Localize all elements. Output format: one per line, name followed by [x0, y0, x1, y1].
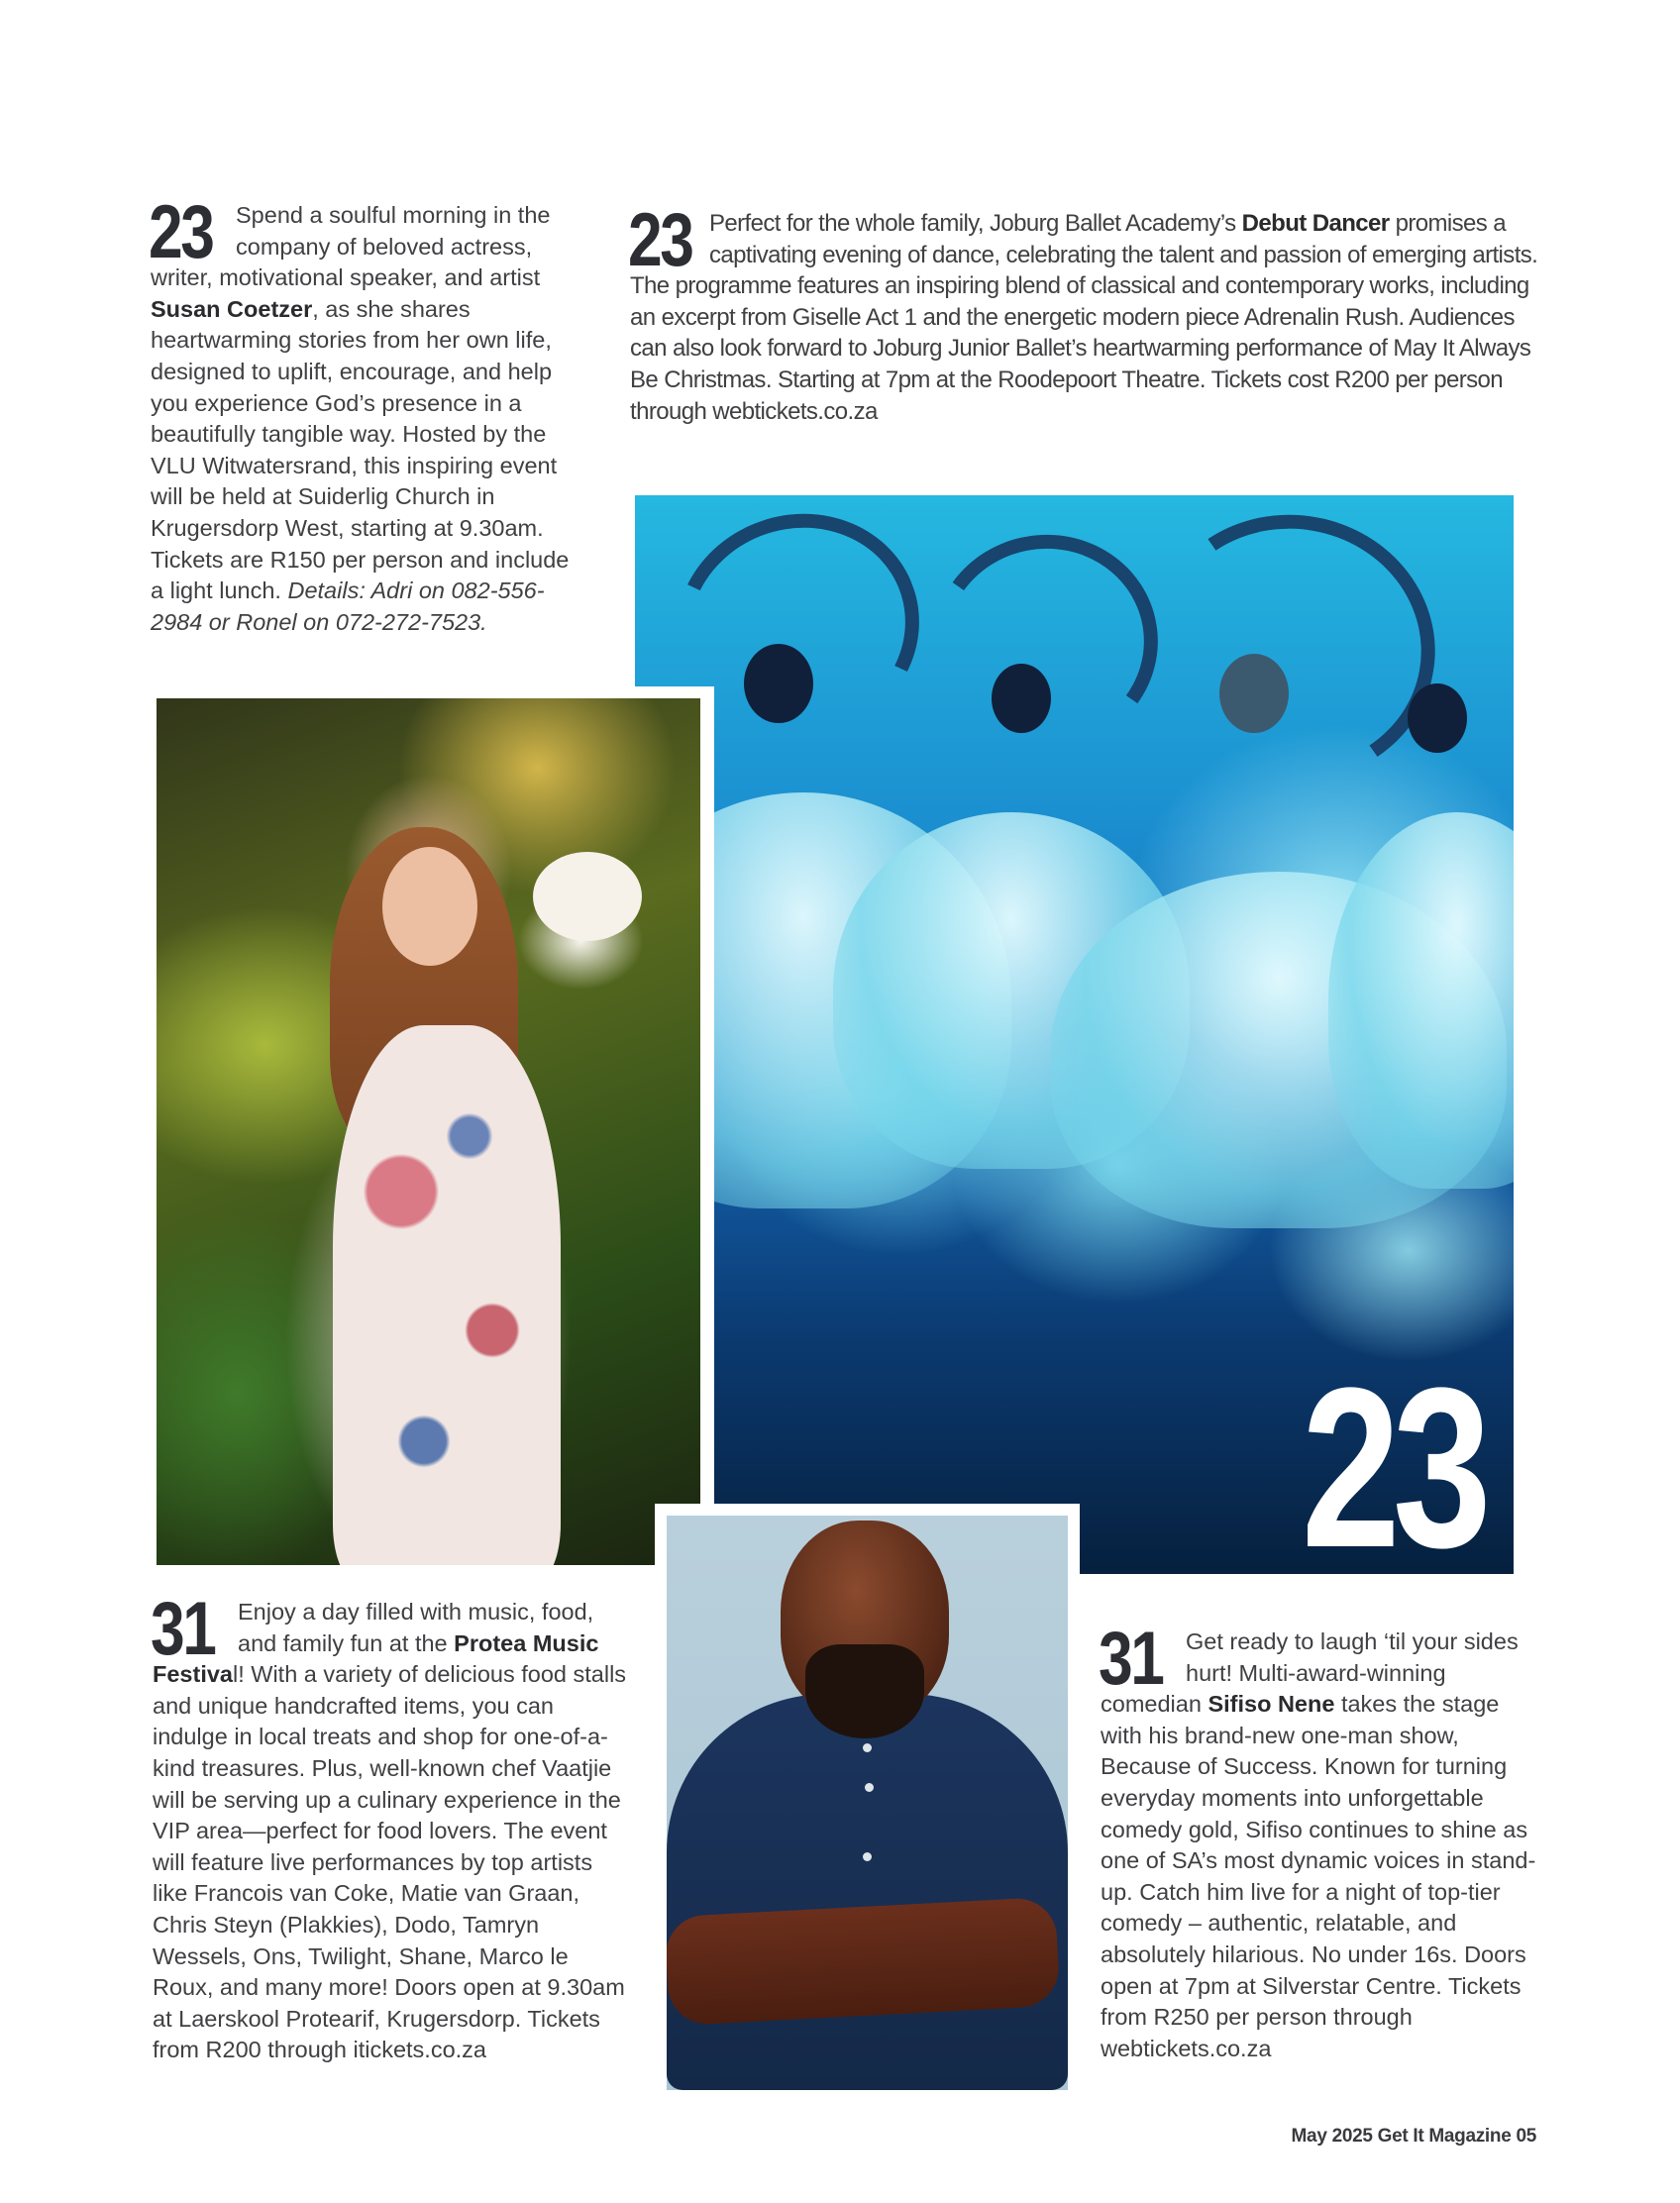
story-sifiso-nene	[1099, 1617, 1546, 2064]
story-text: , as she shares heartwarming stories from her own life, designed to uplift, encourage, and help you experience God’s presence in a beautifully tangible way. Hosted by the VLU Witwatersrand, this inspiring event will be held at Suiderlig Church in Krugersdorp West, starting at 9.30am. Tickets are R150 per person and include a light lunch.	[151, 295, 570, 604]
page-footer: May 2025 Get It Magazine 05	[1291, 2126, 1536, 2147]
date-number: 31	[151, 1587, 215, 1671]
story-text: takes the stage with his brand-new one-man show, Because of Success. Known for turning everyday moments into unforgettable comedy gold, Sifiso continues to shine as one of SA’s most dynamic voices in stand-up. Catch him live for a night of top-tier comedy – authentic, relatable, and absolutely hilarious. No under 16s. Doors open at 7pm at Silverstar Centre. Tickets from R250 per person through webtickets.co.za	[1101, 1691, 1536, 2061]
story-text: Get ready to laugh ‘til your sides hurt! Multi-award-winning comedian	[1101, 1628, 1519, 1718]
story-susan-coetzer	[149, 190, 586, 638]
event-name: Sifiso Nene	[1208, 1691, 1335, 1718]
contact-details: Details: Adri on 082-556-2984 or Ronel on 072-272-7523.	[151, 577, 545, 635]
story-debut-dancer	[628, 198, 1551, 427]
event-name: Susan Coetzer	[151, 295, 313, 322]
ballet-photo	[635, 495, 1514, 1574]
story-protea-music-festival	[151, 1587, 628, 2066]
date-number: 23	[149, 190, 213, 274]
date-overlay-number: 23	[1302, 1340, 1484, 1574]
event-name: Debut Dancer	[1241, 210, 1390, 237]
story-text: promises a captivating evening of dance, celebrating the talent and passion of emerging artists. The programme features an inspiring blend of classical and contemporary works, including an excerpt from Giselle Act 1 and the energetic modern piece Adrenalin Rush. Audiences can also look forward to Joburg Junior Ballet’s heartwarming performance of May It Always Be Christmas. Starting at 7pm at the Roodepoort Theatre. Tickets cost R200 per person through webtickets.co.za	[630, 210, 1538, 425]
date-number: 31	[1099, 1617, 1163, 1701]
story-text: Enjoy a day filled with music, food, and family fun at the	[238, 1599, 594, 1656]
story-text: l! With a variety of delicious food stalls and unique handcrafted items, you can indulge in local treats and shop for one-of-a-kind treasures. Plus, well-known chef Vaatjie will be serving up a culinary experience in the VIP area—perfect for food lovers. The event will feature live performances by top artists like Francois van Coke, Matie van Graan, Chris Steyn (Plakkies), Dodo, Tamryn Wessels, Ons, Twilight, Shane, Marco le Roux, and many more! Doors open at 9.30am at Laerskool Protearif, Krugersdorp. Tickets from R200 through itickets.co.za	[153, 1661, 627, 2063]
story-text: Spend a soulful morning in the company of beloved actress, writer, motivational speaker, and artist	[151, 202, 551, 291]
story-text: Perfect for the whole family, Joburg Ballet Academy’s	[709, 210, 1242, 237]
sifiso-nene-photo	[667, 1516, 1068, 2090]
date-number: 23	[628, 198, 692, 282]
susan-coetzer-photo	[157, 698, 700, 1565]
event-name: Protea Music Festiva	[153, 1629, 599, 1688]
